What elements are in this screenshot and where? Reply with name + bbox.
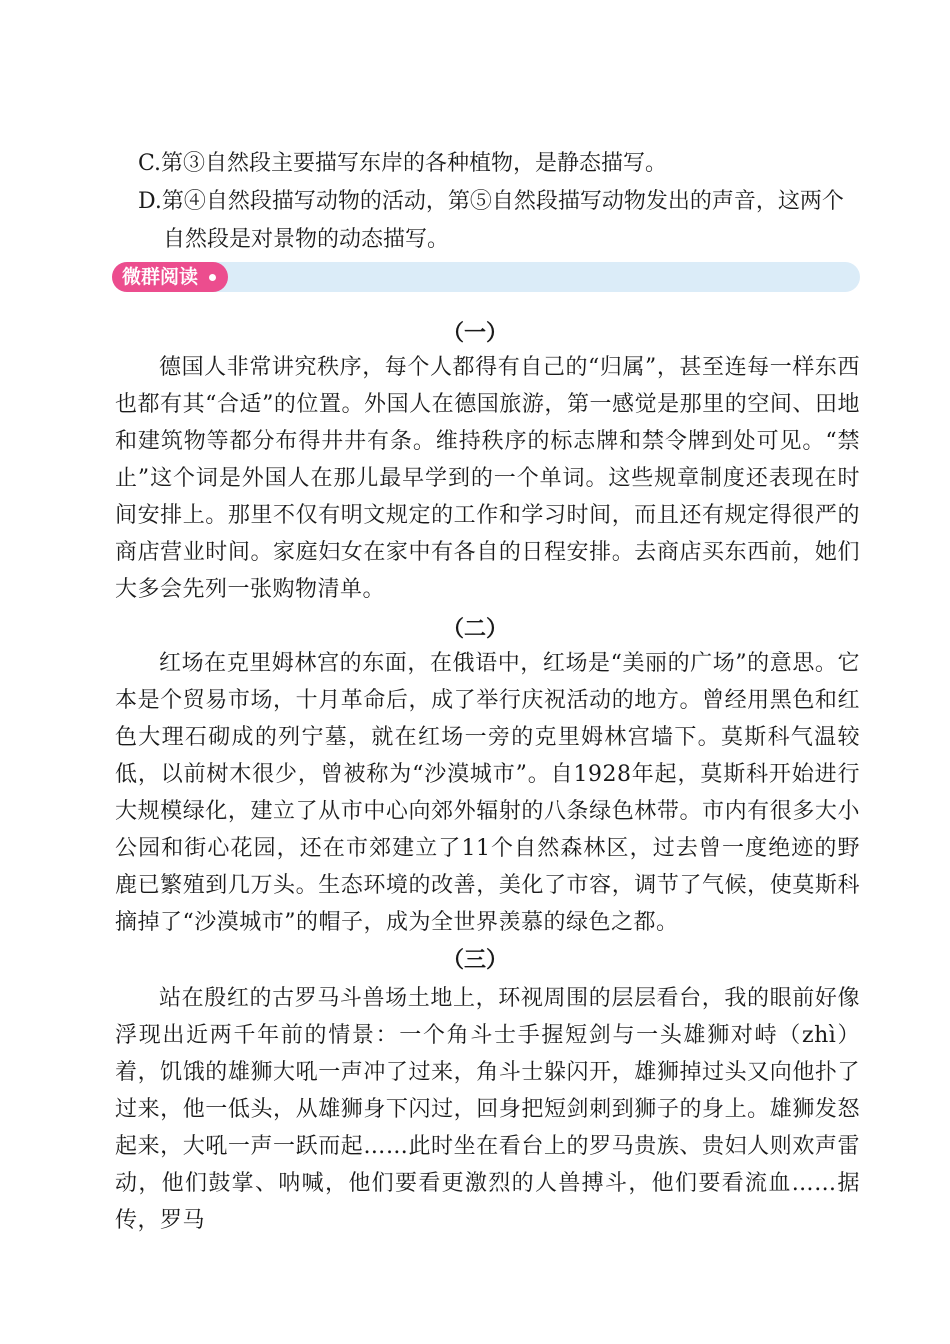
section-banner [112, 262, 860, 292]
bullet-dot-icon [209, 274, 216, 281]
section-paragraph: 德国人非常讲究秩序，每个人都得有自己的“归属”，甚至连每一样东西也都有其“合适”的位置。外国人在德国旅游，第一感觉是那里的空间、田地和建筑物等都分布得井井有条。维持秩序的标志牌和禁令牌到处可见。“禁止”这个词是外国人在那儿最早学到的一个单词。这些规章制度还表现在时间安排上。那里不仅有明文规定的工作和学习时间，而且还有规定得很严的商店营业时间。家庭妇女在家中有各自的日程安排。去商店买东西前，她们大多会先列一张购物清单。 [115, 355, 860, 602]
section-paragraph: 站在殷红的古罗马斗兽场土地上，环视周围的层层看台，我的眼前好像浮现出近两千年前的情景：一个角斗士手握短剑与一头雄狮对峙（zhì）着，饥饿的雄狮大吼一声冲了过来，角斗士躲闪开，雄狮掉过头又向他扑了过来，他一低头，从雄狮身下闪过，回身把短剑刺到狮子的身上。雄狮发怒起来，大吼一声一跃而起……此时坐在看台上的罗马贵族、贵妇人则欢声雷动，他们鼓掌、呐喊，他们要看更激烈的人兽搏斗，他们要看流血……据传，罗马 [115, 986, 860, 1233]
option-d: D.第④自然段描写动物的活动，第⑤自然段描写动物发出的声音，这两个 [138, 189, 844, 214]
section-paragraph: 红场在克里姆林宫的东面，在俄语中，红场是“美丽的广场”的意思。它本是个贸易市场，十月革命后，成了举行庆祝活动的地方。曾经用黑色和红色大理石砌成的列宁墓，就在红场一旁的克里姆林宫墙下。莫斯科气温较低，以前树木很少，曾被称为“沙漠城市”。自1928年起，莫斯科开始进行大规模绿化，建立了从市中心向郊外辐射的八条绿色林带。市内有很多大小公园和街心花园，还在市郊建立了11个自然森林区，过去曾一度绝迹的野鹿已繁殖到几万头。生态环境的改善，美化了市容，调节了气候，使莫斯科摘掉了“沙漠城市”的帽子，成为全世界羡慕的绿色之都。 [115, 651, 860, 935]
section-title: （一） [441, 320, 508, 346]
option-d-continuation: 自然段是对景物的动态描写。 [163, 227, 450, 252]
option-c: C.第③自然段主要描写东岸的各种植物，是静态描写。 [138, 151, 668, 176]
section-title: （二） [441, 616, 508, 642]
section-title: （三） [441, 947, 508, 973]
banner-label: 微群阅读 [122, 266, 199, 288]
banner-pill [112, 262, 228, 292]
